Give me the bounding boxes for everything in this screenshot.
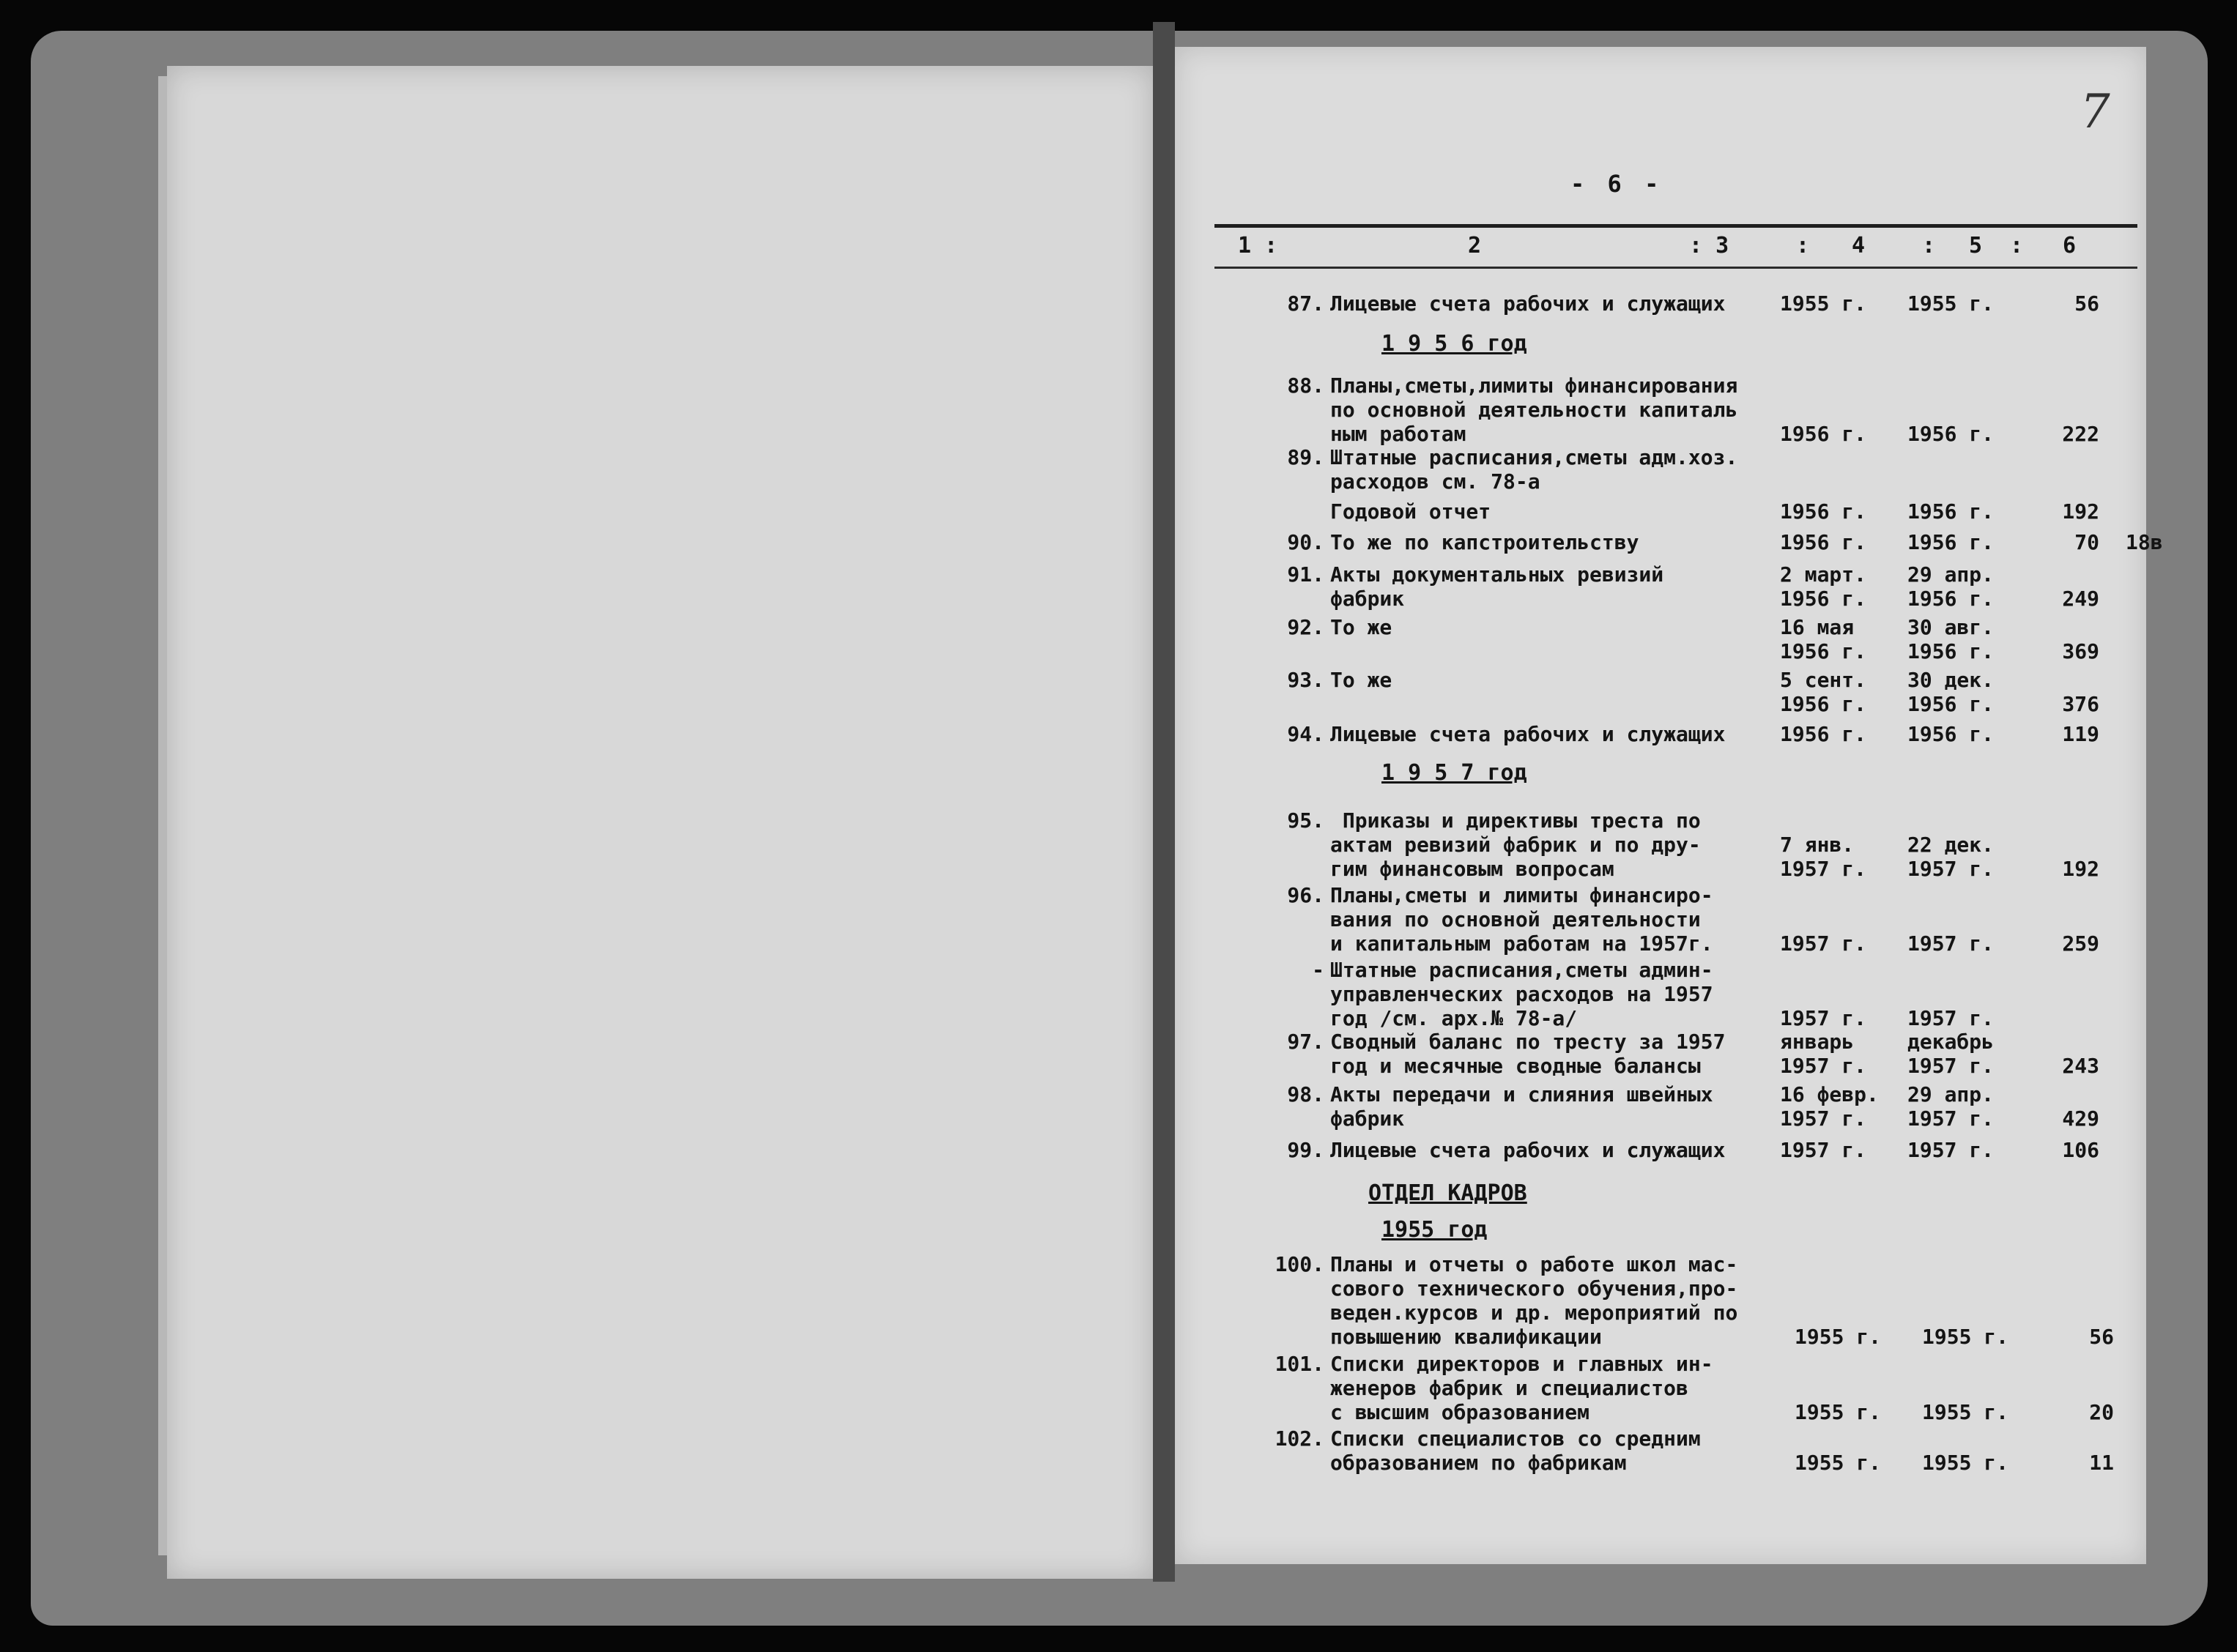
row-number: 99. <box>1287 1138 1324 1162</box>
row-start-date: 1956 г. <box>1780 422 1867 446</box>
row-sheets: 259 <box>2062 931 2099 956</box>
section-department: ОТДЕЛ КАДРОВ <box>1368 1180 1527 1206</box>
row-end-date: 29 апр. 1956 г. <box>1907 562 1995 611</box>
row-start-date: январь 1957 г. <box>1780 1030 1867 1078</box>
section-year-1957: 1 9 5 7 год <box>1381 760 1527 786</box>
row-start-date: 5 сент. 1956 г. <box>1780 668 1867 716</box>
header-rule-bottom <box>1214 267 2137 269</box>
row-number: - <box>1312 958 1324 982</box>
row-description: Планы,сметы и лимиты финансиро- вания по основной деятельности и капитальным работам на 1957г. <box>1330 883 1713 956</box>
row-number: 102. <box>1275 1426 1324 1451</box>
row-start-date: 1955 г. <box>1795 1451 1882 1475</box>
row-description: То же <box>1330 615 1392 639</box>
row-number: 94. <box>1287 722 1324 746</box>
row-description: Акты передачи и слияния швейных фабрик <box>1330 1082 1713 1131</box>
row-description: Планы и отчеты о работе школ мас- сового технического обучения,про- веден.курсов и др. мероприятий по повышению квалификации <box>1330 1252 1738 1349</box>
row-description: То же <box>1330 668 1392 692</box>
column-header-3: : 3 <box>1689 233 1729 258</box>
row-sheets: 369 <box>2062 639 2099 663</box>
column-header-5: 5 <box>1969 233 1983 258</box>
row-end-date: 30 дек. 1956 г. <box>1907 668 1995 716</box>
row-end-date: 30 авг. 1956 г. <box>1907 615 1995 663</box>
row-end-date: 1955 г. <box>1922 1325 2009 1349</box>
row-description: Штатные расписания,сметы админ- управленческих расходов на 1957 год /см. арх.№ 78-а/ <box>1330 958 1713 1030</box>
row-start-date: 1957 г. <box>1780 931 1867 956</box>
row-end-date: 1956 г. <box>1907 722 1995 746</box>
row-description: То же по капстроительству <box>1330 530 1639 554</box>
row-start-date: 16 февр. 1957 г. <box>1780 1082 1879 1131</box>
row-end-date: 1957 г. <box>1907 1138 1995 1162</box>
row-description: Лицевые счета рабочих и служащих <box>1330 722 1726 746</box>
row-description: Списки специалистов со средним образованием по фабрикам <box>1330 1426 1701 1475</box>
row-number: 88. <box>1287 373 1324 398</box>
row-description: Списки директоров и главных ин- женеров фабрик и специалистов с высшим образованием <box>1330 1352 1713 1424</box>
row-description: Штатные расписания,сметы адм.хоз. расходов см. 78-а <box>1330 445 1738 494</box>
column-header-sep: : <box>1922 233 1936 258</box>
row-number: 96. <box>1287 883 1324 907</box>
row-end-date: декабрь 1957 г. <box>1907 1030 1995 1078</box>
row-description: Приказы и директивы треста по актам ревизий фабрик и по дру- гим финансовым вопросам <box>1330 808 1701 881</box>
left-page-blank <box>167 66 1153 1579</box>
row-number: 87. <box>1287 291 1324 316</box>
row-number: 97. <box>1287 1030 1324 1054</box>
header-rule-top <box>1214 224 2137 228</box>
row-start-date: 1956 г. <box>1780 722 1867 746</box>
row-start-date: 1955 г. <box>1780 291 1867 316</box>
row-sheets: 20 <box>2089 1400 2114 1424</box>
row-end-date: 22 дек. 1957 г. <box>1907 833 1995 881</box>
column-header-sep: : <box>2010 233 2024 258</box>
row-end-date: 1956 г. <box>1907 499 1995 524</box>
row-number: 91. <box>1287 562 1324 587</box>
row-sheets: 249 <box>2062 587 2099 611</box>
column-header-sep: : <box>1796 233 1810 258</box>
row-start-date: 1957 г. <box>1780 1138 1867 1162</box>
row-end-date: 1956 г. <box>1907 530 1995 554</box>
row-description: Лицевые счета рабочих и служащих <box>1330 1138 1726 1162</box>
row-sheets: 192 <box>2062 499 2099 524</box>
row-sheets: 11 <box>2089 1451 2114 1475</box>
row-number: 98. <box>1287 1082 1324 1106</box>
row-start-date: 1956 г. <box>1780 530 1867 554</box>
row-number: 101. <box>1275 1352 1324 1376</box>
row-number: 89. <box>1287 445 1324 469</box>
row-end-date: 1955 г. <box>1922 1400 2009 1424</box>
row-number: 90. <box>1287 530 1324 554</box>
row-notes: 18в <box>2126 530 2163 554</box>
corner-page-mark: 7 <box>2080 85 2110 139</box>
row-sheets: 119 <box>2062 722 2099 746</box>
page-number: - 6 - <box>1570 170 1663 198</box>
row-sheets: 429 <box>2062 1106 2099 1131</box>
row-description: Сводный баланс по тресту за 1957 год и месячные сводные балансы <box>1330 1030 1726 1078</box>
column-header-4: 4 <box>1852 233 1866 258</box>
row-start-date: 1955 г. <box>1795 1400 1882 1424</box>
section-year-1955: 1955 год <box>1381 1217 1488 1243</box>
row-sheets: 56 <box>2074 291 2099 316</box>
column-header-1: 1 : <box>1238 233 1278 258</box>
left-page-edge <box>158 76 167 1555</box>
row-end-date: 29 апр. 1957 г. <box>1907 1082 1995 1131</box>
row-description: Годовой отчет <box>1330 499 1491 524</box>
row-start-date: 1957 г. <box>1780 1006 1867 1030</box>
row-sheets: 106 <box>2062 1138 2099 1162</box>
row-sheets: 376 <box>2062 692 2099 716</box>
row-sheets: 192 <box>2062 857 2099 881</box>
row-end-date: 1956 г. <box>1907 422 1995 446</box>
row-sheets: 243 <box>2062 1054 2099 1078</box>
row-description: Планы,сметы,лимиты финансирования по основной деятельности капиталь ным работам <box>1330 373 1738 446</box>
row-number: 93. <box>1287 668 1324 692</box>
column-header-2: 2 <box>1468 233 1482 258</box>
row-start-date: 16 мая 1956 г. <box>1780 615 1867 663</box>
row-end-date: 1955 г. <box>1922 1451 2009 1475</box>
row-sheets: 70 <box>2074 530 2099 554</box>
row-end-date: 1957 г. <box>1907 1006 1995 1030</box>
row-number: 100. <box>1275 1252 1324 1276</box>
row-sheets: 56 <box>2089 1325 2114 1349</box>
row-start-date: 2 март. 1956 г. <box>1780 562 1867 611</box>
book-spine <box>1153 22 1175 1582</box>
document-page <box>1175 47 2163 1564</box>
row-number: 95. <box>1287 808 1324 833</box>
row-number: 92. <box>1287 615 1324 639</box>
row-start-date: 7 янв. 1957 г. <box>1780 833 1867 881</box>
section-year-1956: 1 9 5 6 год <box>1381 331 1527 357</box>
row-start-date: 1956 г. <box>1780 499 1867 524</box>
row-end-date: 1955 г. <box>1907 291 1995 316</box>
column-header-6: 6 <box>2063 233 2077 258</box>
row-description: Акты документальных ревизий фабрик <box>1330 562 1664 611</box>
row-start-date: 1955 г. <box>1795 1325 1882 1349</box>
row-description: Лицевые счета рабочих и служащих <box>1330 291 1726 316</box>
row-sheets: 222 <box>2062 422 2099 446</box>
row-end-date: 1957 г. <box>1907 931 1995 956</box>
